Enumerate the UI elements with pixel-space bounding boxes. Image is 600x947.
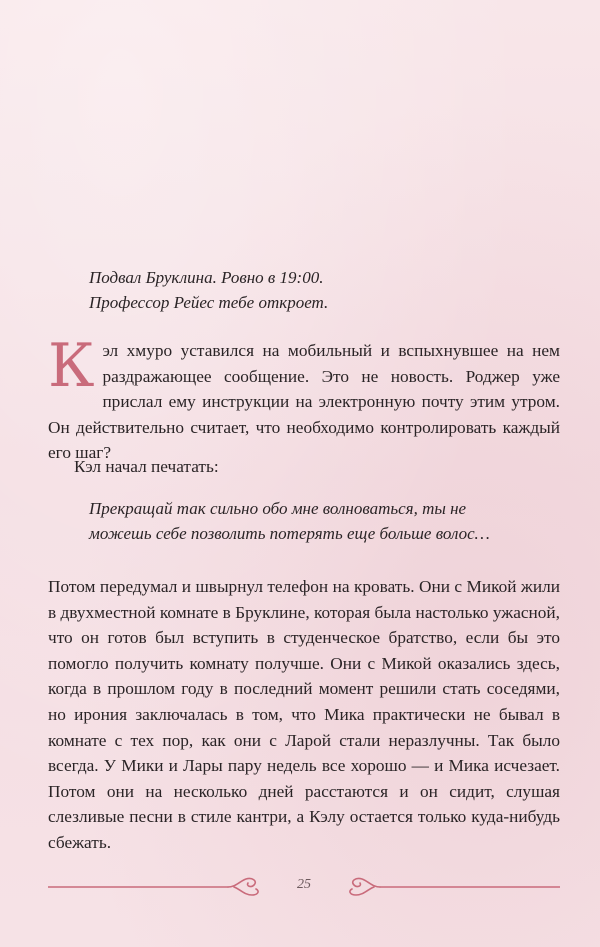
paragraph-indented: Кэл начал печатать: — [74, 457, 219, 476]
page-footer — [48, 871, 560, 903]
paragraph-text: эл хмуро уставился на мобильный и вспыхнувшее на нем раздражающее сообщение. Это не новость. Роджер уже прислал ему инструкции на электронную почту этим утром. Он действительно считает, что необходимо контролировать каждый его шаг? — [48, 341, 560, 463]
text-message-quote — [89, 265, 569, 315]
page-number: 25 — [297, 877, 311, 892]
message-line: Профессор Рейес тебе откроет. — [89, 293, 329, 312]
paragraph: Потом передумал и швырнул телефон на кровать. Они с Микой жили в двухместной комнате в Бруклине, которая была настолько ужасной, что он готов был вступить в студенческое братство, если бы это помогло получить комнату получше. Они с Микой оказались здесь, когда в прошлом году в последний момент решили стать соседями, но ирония заключалась в том, что Мика практически не бывал в комнате с тех пор, как они с Ларой стали неразлучны. Так было всегда. У Мики и Лары пару недель все хорошо — и Мика исчезает. Потом они на несколько дней расстаются и он сидит, слушая слезливые песни в стиле кантри, а Кэлу остается только куда-нибудь сбежать. — [48, 577, 560, 852]
typed-message-quote — [89, 496, 559, 546]
message-line: Подвал Бруклина. Ровно в 19:00. — [89, 268, 324, 287]
message-line: можешь себе позволить потерять еще больше волос… — [89, 524, 490, 543]
paragraph — [48, 331, 560, 466]
message-line: Прекращай так сильно обо мне волноваться, ты не — [89, 499, 467, 518]
drop-cap: К — [48, 331, 95, 401]
